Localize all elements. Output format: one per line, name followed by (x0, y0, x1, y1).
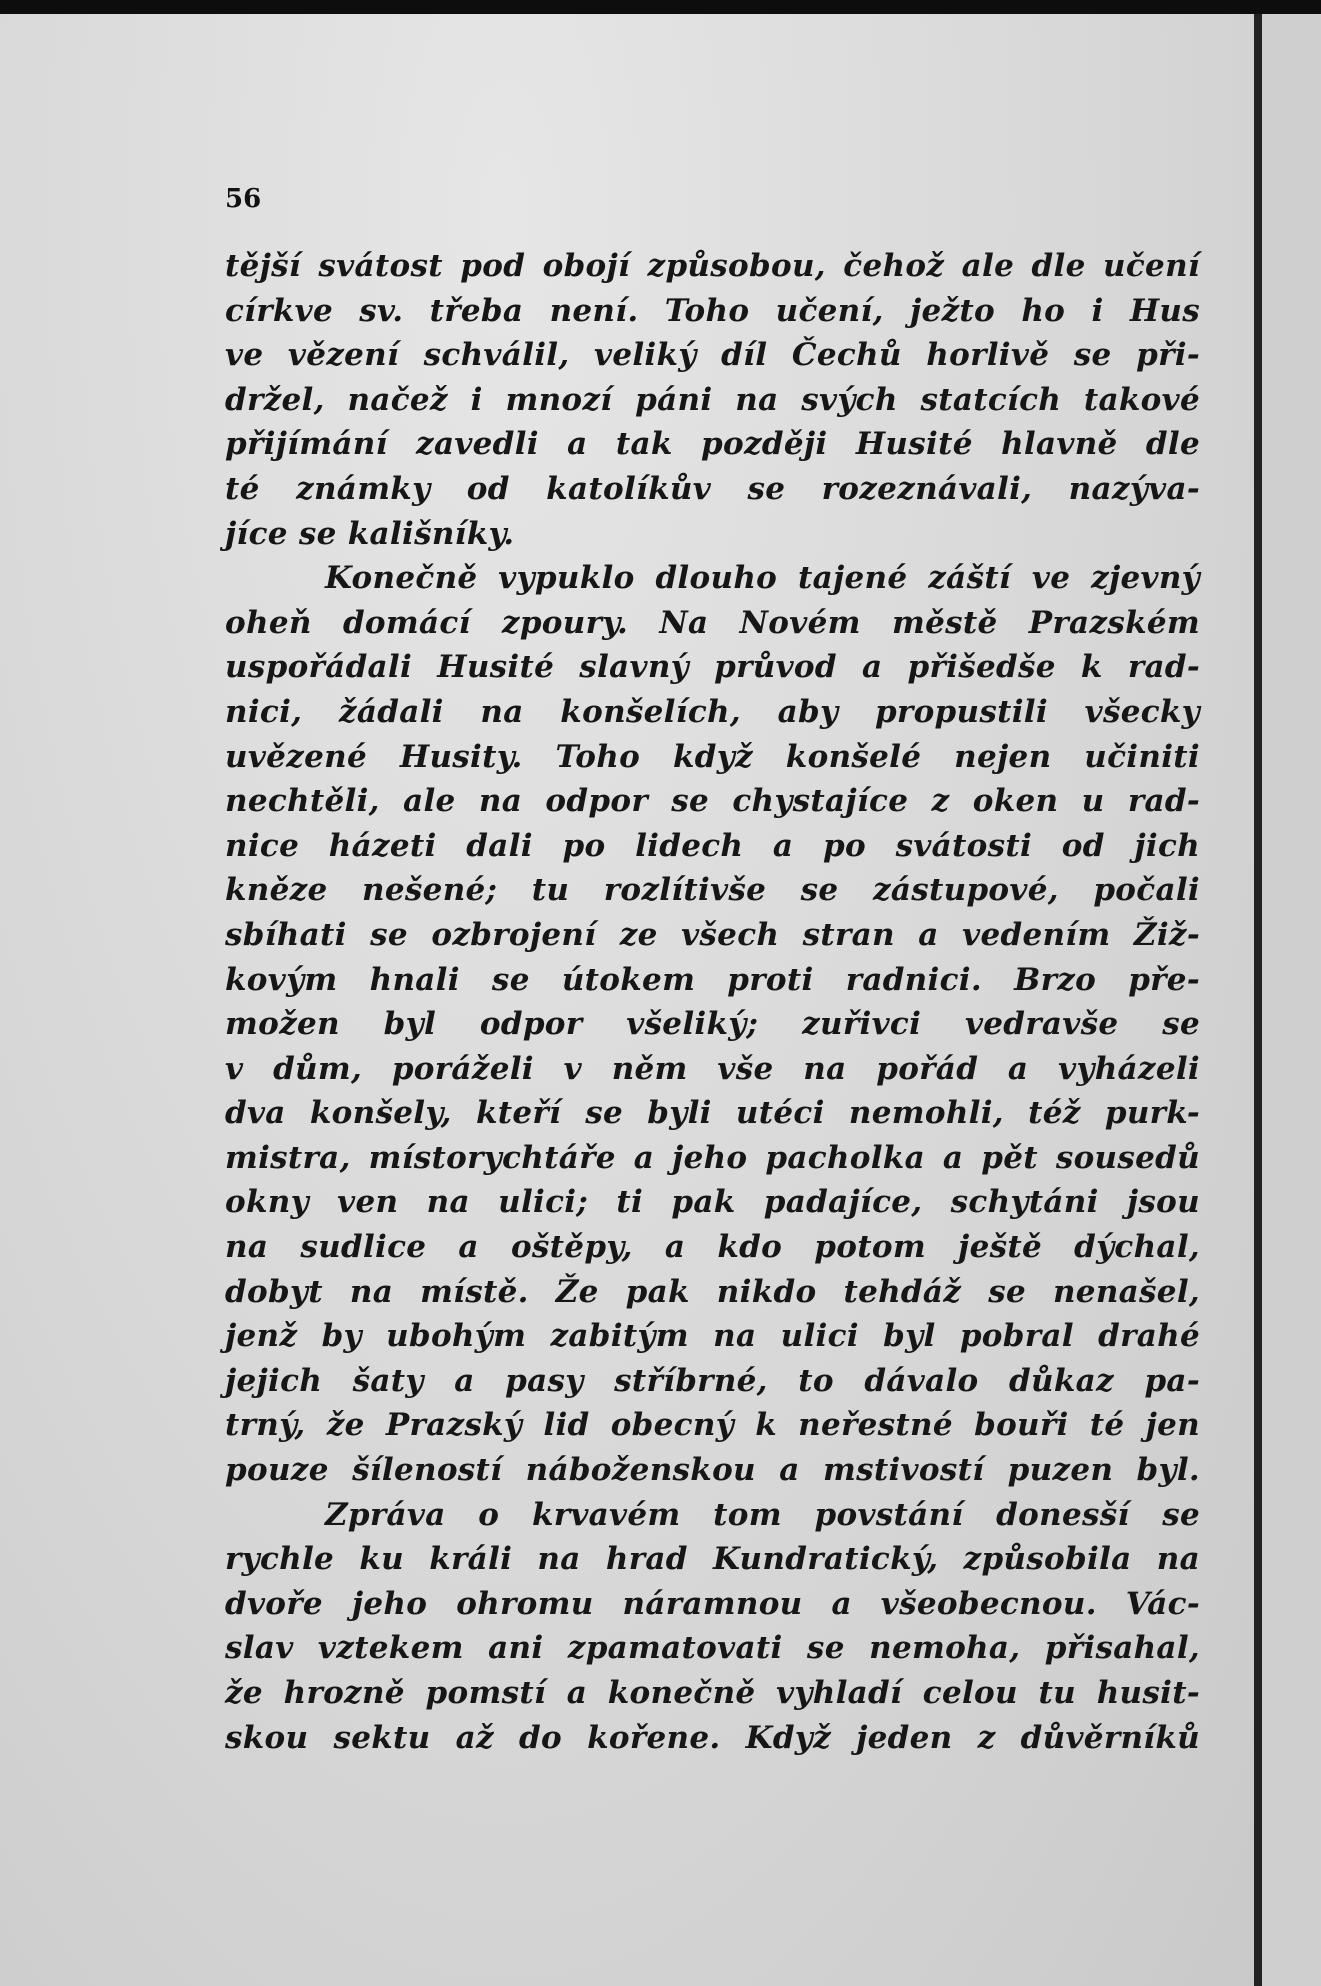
text-line: pouze šíleností náboženskou a mstivostí puzen byl. (225, 1452, 1200, 1489)
text-line: dobyt na místě. Že pak nikdo tehdáž se nenašel, (225, 1273, 1200, 1310)
text-line: sbíhati se ozbrojení ze všech stran a vedením Žiž- (225, 916, 1200, 953)
text-line: jejich šaty a pasy stříbrné, to dávalo důkaz pa- (225, 1362, 1200, 1399)
text-line: možen byl odpor všeliký; zuřivci vedravše se (225, 1006, 1200, 1043)
text-line: na sudlice a oštěpy, a kdo potom ještě dýchal, (225, 1229, 1200, 1266)
text-line: ve vězení schválil, veliký díl Čechů horlivě se při- (225, 337, 1200, 374)
text-line: nice házeti dali po lidech a po svátosti od jich (225, 827, 1200, 864)
text-line: uvězené Husity. Toho když konšelé nejen učiniti (225, 738, 1200, 775)
text-line: okny ven na ulici; ti pak padajíce, schytáni jsou (225, 1184, 1200, 1221)
text-line: té známky od katolíkův se rozeznávali, nazýva- (225, 470, 1200, 507)
text-line: skou sektu až do kořene. Když jeden z důvěrníků (225, 1719, 1200, 1756)
text-line: Zpráva o krvavém tom povstání donesší se (325, 1496, 1200, 1533)
text-body (225, 244, 1200, 1760)
text-line: Konečně vypuklo dlouho tajené záští ve zjevný (325, 560, 1200, 597)
book-page (0, 14, 1262, 1986)
text-line: kovým hnali se útokem proti radnici. Brzo pře- (225, 961, 1200, 998)
text-line: přijímání zavedli a tak později Husité hlavně dle (225, 426, 1200, 463)
text-line: rychle ku králi na hrad Kundratický, způsobila na (225, 1541, 1200, 1578)
text-line: mistra, místorychtáře a jeho pacholka a pět sousedů (225, 1139, 1200, 1176)
text-line: tější svátost pod obojí způsobou, čehož ale dle učení (225, 248, 1200, 284)
text-line: církve sv. třeba není. Toho učení, ježto ho i Hus (225, 292, 1200, 329)
text-line: kněze nešené; tu rozlítivše se zástupové, počali (225, 872, 1200, 909)
text-line: trný, že Prazský lid obecný k neřestné bouři té jen (225, 1407, 1200, 1444)
text-line: dva konšely, kteří se byli utéci nemohli, též purk- (225, 1095, 1200, 1132)
page-number: 56 (225, 184, 262, 214)
adjacent-page-edge (1262, 14, 1321, 1986)
text-line: slav vztekem ani zpamatovati se nemoha, přisahal, (225, 1630, 1200, 1667)
text-line: jíce se kališníky. (225, 515, 515, 552)
text-line: nechtěli, ale na odpor se chystajíce z oken u rad- (225, 783, 1200, 820)
text-line: že hrozně pomstí a konečně vyhladí celou tu husit- (225, 1675, 1200, 1711)
text-line: oheň domácí zpoury. Na Novém městě Prazském (225, 604, 1200, 641)
text-line: nici, žádali na konšelích, aby propustili všecky (225, 693, 1200, 730)
text-line: v dům, poráželi v něm vše na pořád a vyházeli (225, 1050, 1200, 1087)
text-line: uspořádali Husité slavný průvod a přišedše k rad- (225, 649, 1200, 686)
text-line: dvoře jeho ohromu náramnou a všeobecnou. Vác- (225, 1585, 1200, 1622)
page-gutter-line (1254, 14, 1262, 1986)
text-line: držel, načež i mnozí páni na svých statcích takové (225, 381, 1200, 418)
text-line: jenž by ubohým zabitým na ulici byl pobral drahé (225, 1318, 1200, 1355)
